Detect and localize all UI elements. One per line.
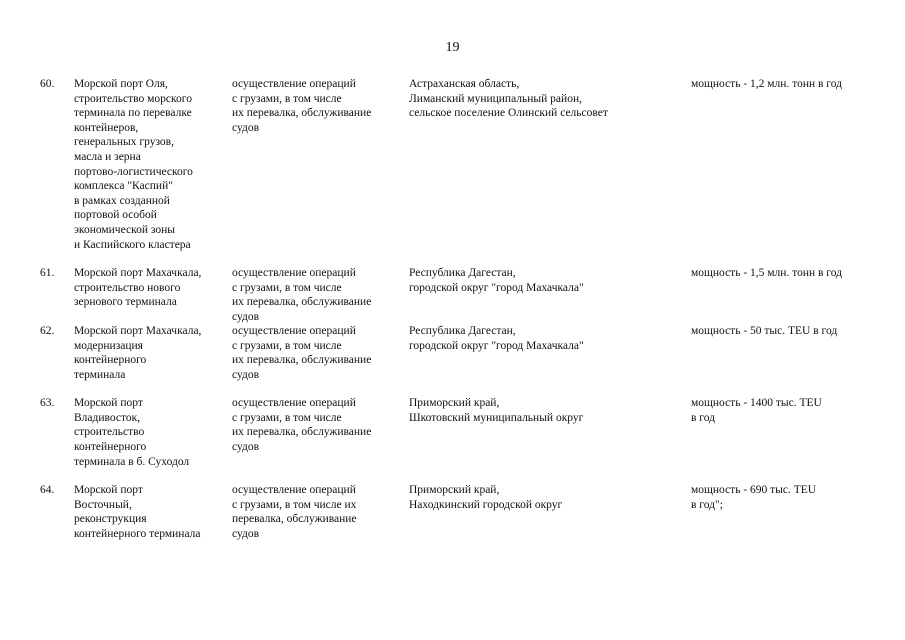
object-capacity: мощность - 1,2 млн. тонн в год: [691, 78, 843, 90]
object-name: Морской порт Оля, строительство морского терминала по перевалке контейнеров, генеральных грузов, масла и зерна портово-логистического комплекса "Каспий" в рамках созданной портовой особой экономической зоны и Каспийского кластера: [74, 78, 193, 251]
row-number: 60.: [40, 78, 55, 90]
object-location: Республика Дагестан, городской округ "город Махачкала": [409, 267, 584, 294]
object-name: Морской порт Махачкала, модернизация контейнерного терминала: [74, 324, 202, 381]
object-capacity: мощность - 690 тыс. TEU в год";: [691, 484, 817, 511]
object-capacity: мощность - 1,5 млн. тонн в год: [691, 267, 843, 280]
object-activity: осуществление операций с грузами, в том числе их перевалка, обслуживание судов: [232, 324, 372, 381]
row-number: 63.: [40, 397, 55, 410]
object-activity: осуществление операций с грузами, в том числе их перевалка, обслуживание судов: [232, 78, 372, 134]
object-name: Морской порт Владивосток, строительство контейнерного терминала в б. Суходол: [74, 397, 190, 468]
object-location: Приморский край, Шкотовский муниципальный округ: [409, 397, 584, 424]
object-name: Морской порт Восточный, реконструкция контейнерного терминала: [74, 484, 201, 541]
row-number: 62.: [40, 324, 55, 337]
object-activity: осуществление операций с грузами, в том числе их перевалка, обслуживание судов: [232, 267, 372, 323]
table-row-63: [0, 396, 905, 469]
table-row-60: [0, 77, 905, 252]
object-location: Астраханская область, Лиманский муниципальный район, сельское поселение Олинский сельсовет: [409, 78, 608, 120]
table-row-62: [0, 324, 905, 382]
table-row-64: [0, 483, 905, 541]
object-capacity: мощность - 50 тыс. TEU в год: [691, 324, 838, 337]
object-activity: осуществление операций с грузами, в том числе их перевалка, обслуживание судов: [232, 484, 357, 541]
row-number: 61.: [40, 267, 55, 280]
object-capacity: мощность - 1400 тыс. TEU в год: [691, 397, 822, 424]
table-row-61: [0, 266, 905, 323]
object-location: Приморский край, Находкинский городской округ: [409, 484, 563, 511]
object-name: Морской порт Махачкала, строительство нового зернового терминала: [74, 267, 202, 309]
row-number: 64.: [40, 484, 55, 497]
object-activity: осуществление операций с грузами, в том числе их перевалка, обслуживание судов: [232, 397, 372, 454]
object-location: Республика Дагестан, городской округ "город Махачкала": [409, 324, 584, 352]
document-table: [0, 77, 905, 542]
page-number: 19: [445, 40, 460, 55]
